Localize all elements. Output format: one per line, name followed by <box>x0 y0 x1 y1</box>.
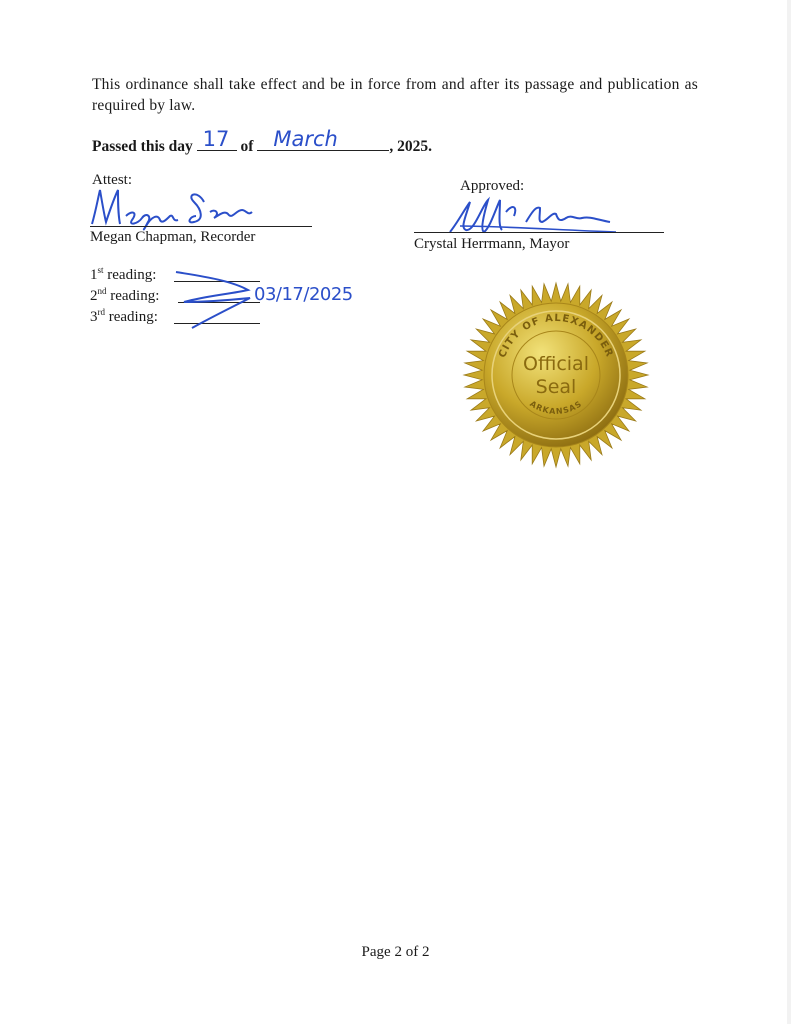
seal-center-line1: Official <box>523 353 589 375</box>
seal-ring-top: CITY OF ALEXANDER <box>497 312 615 360</box>
passed-prefix: Passed this day <box>92 138 193 155</box>
of-word: of <box>240 138 254 155</box>
recorder-name: Megan Chapman, Recorder <box>90 229 256 245</box>
page-edge <box>787 0 791 1024</box>
seal-center-line2: Seal <box>535 376 577 398</box>
day-blank <box>197 127 237 151</box>
third-reading: 3rd reading: <box>90 307 158 325</box>
ordinance-paragraph: This ordinance shall take effect and be in force from and after its passage and publication as required by law. <box>92 76 698 114</box>
handwritten-month: March <box>273 127 338 151</box>
first-reading: 1st reading: <box>90 265 157 283</box>
page-number: Page 2 of 2 <box>361 944 430 960</box>
approved-label: Approved: <box>460 178 525 194</box>
seal-ring-bottom: ARKANSAS <box>528 399 584 417</box>
attest-signature-line <box>90 226 312 227</box>
reading-date-handwritten: 03/17/2025 <box>254 284 353 305</box>
attest-label: Attest: <box>92 172 132 188</box>
passed-line <box>92 127 432 156</box>
handwritten-day: 17 <box>202 127 230 151</box>
official-seal <box>462 281 650 469</box>
mayor-name: Crystal Herrmann, Mayor <box>414 236 570 252</box>
recorder-signature <box>86 180 276 232</box>
second-reading: 2nd reading: <box>90 286 160 304</box>
year-suffix: , 2025. <box>389 138 432 155</box>
approved-signature-line <box>414 232 664 233</box>
page-footer <box>0 944 791 961</box>
month-blank <box>257 127 389 151</box>
